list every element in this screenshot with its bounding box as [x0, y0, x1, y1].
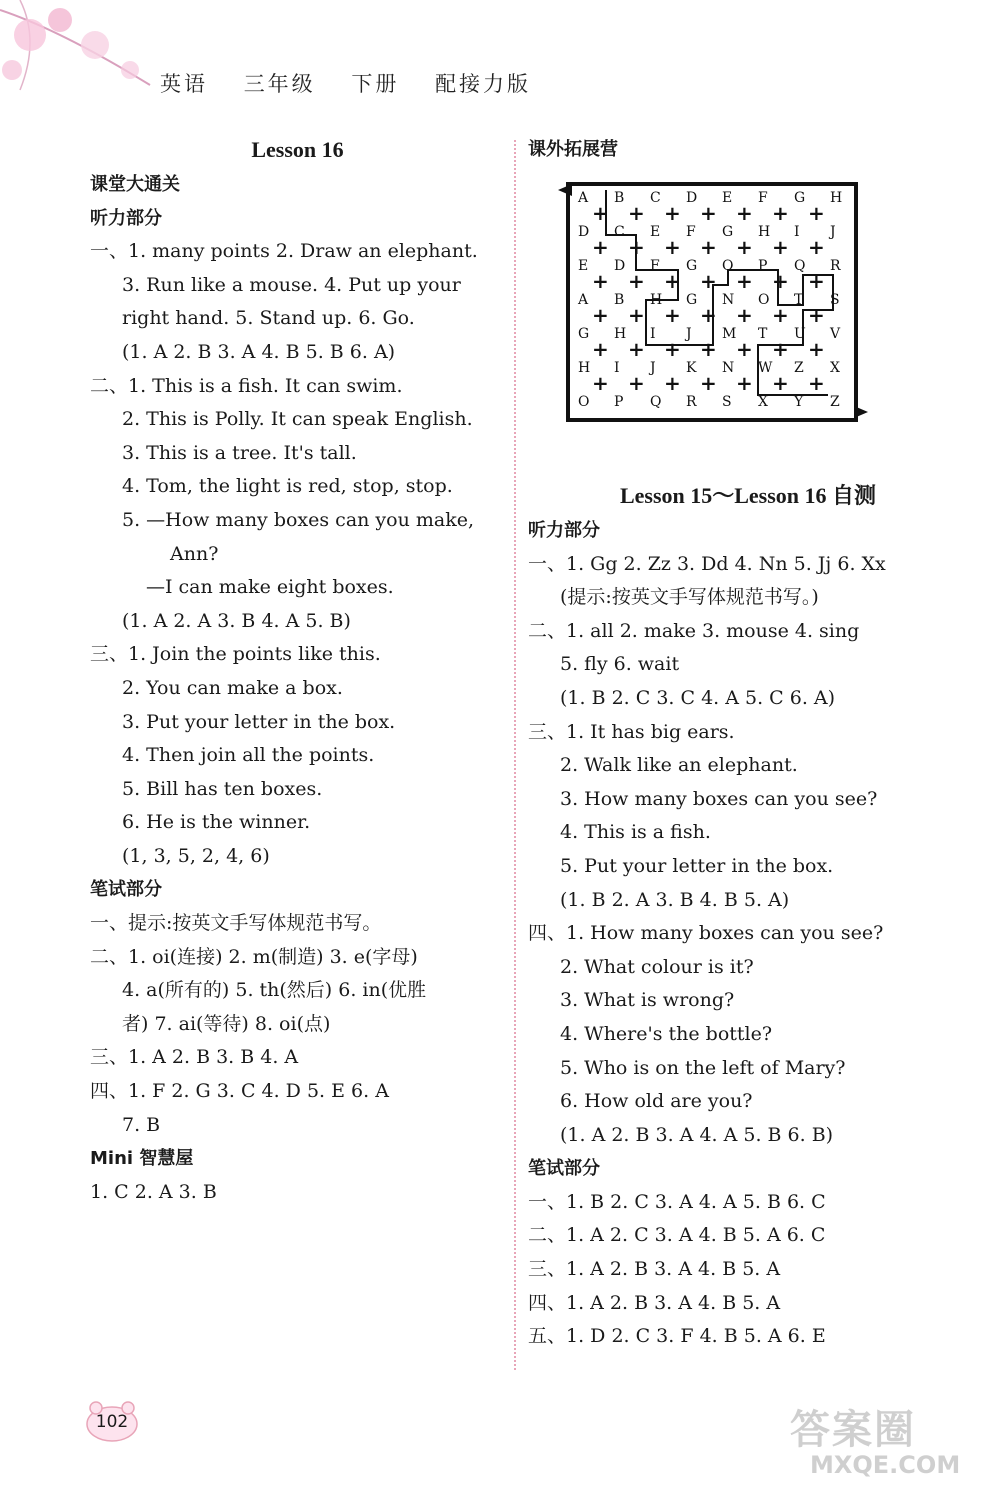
maze-letter: T: [758, 326, 768, 342]
answer-line: 五、1. D 2. C 3. F 4. B 5. A 6. E: [528, 1325, 826, 1348]
maze-plus-mark: +: [808, 269, 825, 293]
maze-letter: O: [758, 292, 770, 308]
maze-letter: D: [578, 224, 590, 240]
maze-letter: G: [722, 224, 734, 240]
maze-letter: X: [830, 360, 840, 376]
maze-letter: S: [722, 394, 732, 410]
maze-letter: R: [686, 394, 697, 410]
maze-plus-mark: +: [772, 235, 789, 259]
answer-line: 一、提示:按英文手写体规范书写。: [90, 912, 382, 935]
answer-line: 3. Run like a mouse. 4. Put up your: [122, 273, 461, 296]
maze-letter: P: [614, 394, 624, 410]
maze-plus-mark: +: [736, 201, 753, 225]
maze-letter: J: [830, 224, 836, 240]
answer-line: 2. This is Polly. It can speak English.: [122, 408, 473, 431]
answer-line: 5. Who is on the left of Mary?: [560, 1056, 846, 1079]
maze-letter: F: [758, 190, 768, 206]
answer-line: (1. A 2. B 3. A 4. A 5. B 6. B): [560, 1123, 834, 1146]
answer-line: (1. B 2. C 3. C 4. A 5. C 6. A): [560, 686, 836, 709]
answer-line: 5. Put your letter in the box.: [560, 854, 834, 877]
maze-plus-mark: +: [772, 269, 789, 293]
maze-plus-mark: +: [808, 235, 825, 259]
maze-plus-mark: +: [628, 201, 645, 225]
watermark-logo: [790, 1398, 990, 1488]
maze-letter: I: [794, 224, 800, 240]
section-heading: 听力部分: [90, 207, 162, 229]
answer-line: 4. Tom, the light is red, stop, stop.: [122, 475, 453, 498]
answer-line: 2. What colour is it?: [560, 955, 754, 978]
maze-plus-mark: +: [592, 337, 609, 361]
maze-plus-mark: +: [628, 337, 645, 361]
answer-line: Ann?: [170, 542, 219, 565]
answer-line: 二、1. A 2. C 3. A 4. B 5. A 6. C: [528, 1224, 826, 1247]
left-column: [90, 132, 505, 1209]
maze-letter: F: [686, 224, 696, 240]
answer-line: 3. How many boxes can you see?: [560, 787, 878, 810]
answer-line: 3. Put your letter in the box.: [122, 710, 396, 733]
maze-letter: B: [614, 292, 625, 308]
maze-letter: W: [758, 360, 773, 376]
maze-entry-arrow-icon: [558, 184, 572, 196]
maze-plus-mark: +: [664, 269, 681, 293]
answer-line: 6. He is the winner.: [122, 811, 311, 834]
maze-plus-mark: +: [700, 201, 717, 225]
maze-letter: D: [686, 190, 698, 206]
answer-line: (1. B 2. A 3. B 4. B 5. A): [560, 888, 790, 911]
maze-plus-mark: +: [628, 371, 645, 395]
maze-letter: Q: [794, 258, 806, 274]
maze-plus-mark: +: [808, 337, 825, 361]
maze-plus-mark: +: [592, 235, 609, 259]
answer-line: 5. —How many boxes can you make,: [122, 508, 475, 531]
right-answer-lines: [528, 514, 968, 1354]
maze-letter: K: [686, 360, 697, 376]
maze-plus-mark: +: [700, 337, 717, 361]
answer-line: 2. Walk like an elephant.: [560, 754, 798, 777]
maze-plus-mark: +: [664, 235, 681, 259]
letter-maze: [528, 174, 968, 464]
maze-letter: F: [650, 258, 660, 274]
answer-line: 3. This is a tree. It's tall.: [122, 441, 357, 464]
maze-grid: [558, 180, 878, 442]
maze-plus-mark: +: [700, 269, 717, 293]
answer-line: 4. Where's the bottle?: [560, 1022, 773, 1045]
answer-line: right hand. 5. Stand up. 6. Go.: [122, 307, 415, 330]
header-edition: 配接力版: [435, 72, 532, 96]
maze-letter: Q: [650, 394, 662, 410]
section-heading: 听力部分: [528, 520, 600, 541]
corner-flower-decoration: [0, 0, 170, 110]
maze-letter: H: [758, 224, 771, 240]
maze-letter: I: [614, 360, 620, 376]
maze-plus-mark: +: [808, 303, 825, 327]
section-heading: 课堂大通关: [90, 174, 180, 195]
maze-letter: G: [686, 292, 698, 308]
answer-line: 1. C 2. A 3. B: [90, 1180, 217, 1203]
answer-line: 三、1. A 2. B 3. A 4. B 5. A: [528, 1258, 781, 1281]
answer-line: 三、1. It has big ears.: [528, 720, 735, 743]
answer-line: 一、1. Gg 2. Zz 3. Dd 4. Nn 5. Jj 6. Xx: [528, 552, 886, 575]
maze-plus-mark: +: [700, 303, 717, 327]
section-heading: Mini 智慧屋: [90, 1148, 194, 1170]
maze-letter: N: [722, 360, 735, 376]
maze-letter: Z: [794, 360, 804, 376]
maze-letter: G: [794, 190, 806, 206]
answer-line: (提示:按英文手写体规范书写。): [560, 586, 819, 609]
answer-line: 5. Bill has ten boxes.: [122, 777, 323, 800]
maze-plus-mark: +: [772, 201, 789, 225]
maze-letter: H: [614, 326, 627, 342]
maze-letter: E: [578, 258, 589, 274]
section-heading: 笔试部分: [528, 1158, 600, 1180]
maze-letter: Z: [830, 394, 840, 410]
answer-line: 四、1. A 2. B 3. A 4. B 5. A: [528, 1291, 781, 1314]
maze-letter: B: [614, 190, 625, 206]
maze-plus-mark: +: [592, 303, 609, 327]
right-section-title: Lesson 15～Lesson 16 自测: [619, 483, 877, 508]
answer-line: —I can make eight boxes.: [146, 576, 394, 599]
answer-line: 4. This is a fish.: [560, 821, 711, 844]
answer-line: 3. What is wrong?: [560, 989, 735, 1012]
answer-line: 三、1. Join the points like this.: [90, 643, 381, 666]
header-volume: 下册: [351, 72, 400, 96]
maze-plus-mark: +: [628, 269, 645, 293]
maze-plus-mark: +: [736, 235, 753, 259]
answer-line: 者) 7. ai(等待) 8. oi(点): [122, 1012, 331, 1035]
page-number: 102: [95, 1412, 129, 1432]
maze-plus-mark: +: [736, 337, 753, 361]
maze-letter: E: [722, 190, 733, 206]
maze-plus-mark: +: [736, 371, 753, 395]
column-divider: [514, 140, 516, 1370]
answer-line: 二、1. all 2. make 3. mouse 4. sing: [528, 619, 860, 642]
maze-letter: P: [758, 258, 768, 274]
maze-letter: O: [722, 258, 734, 274]
answer-line: 二、1. oi(连接) 2. m(制造) 3. e(字母): [90, 945, 418, 968]
answer-line: (1, 3, 5, 2, 4, 6): [122, 844, 270, 867]
maze-letter: O: [578, 394, 590, 410]
maze-plus-mark: +: [700, 371, 717, 395]
maze-letter: I: [650, 326, 656, 342]
answer-line: 二、1. This is a fish. It can swim.: [90, 374, 403, 397]
header-grade: 三年级: [243, 72, 316, 96]
maze-plus-mark: +: [592, 201, 609, 225]
answer-line: 7. B: [122, 1113, 161, 1136]
answer-line: 四、1. F 2. G 3. C 4. D 5. E 6. A: [90, 1080, 389, 1103]
maze-plus-mark: +: [808, 371, 825, 395]
answer-line: 四、1. How many boxes can you see?: [528, 922, 884, 945]
maze-letter: C: [650, 190, 661, 206]
maze-letter: G: [686, 258, 698, 274]
maze-letter: H: [830, 190, 843, 206]
answer-line: 6. How old are you?: [560, 1090, 753, 1113]
maze-letter: D: [614, 258, 626, 274]
maze-letter: U: [794, 326, 806, 342]
answer-line: 5. fly 6. wait: [560, 653, 680, 676]
maze-plus-mark: +: [664, 201, 681, 225]
maze-heading: 课外拓展营: [528, 139, 618, 160]
answer-line: 4. Then join all the points.: [122, 744, 375, 767]
maze-plus-mark: +: [736, 303, 753, 327]
answer-line: 三、1. A 2. B 3. B 4. A: [90, 1046, 299, 1069]
maze-plus-mark: +: [628, 303, 645, 327]
watermark-url: MXQE.COM: [810, 1451, 961, 1479]
maze-plus-mark: +: [664, 337, 681, 361]
answer-line: 一、1. B 2. C 3. A 4. A 5. B 6. C: [528, 1190, 826, 1213]
maze-letter: X: [758, 394, 768, 410]
book-header: [160, 68, 557, 98]
answer-line: 2. You can make a box.: [122, 676, 343, 699]
maze-plus-mark: +: [628, 235, 645, 259]
maze-letter: J: [686, 326, 692, 342]
left-section-title: Lesson 16: [251, 137, 344, 162]
maze-letter: V: [830, 326, 841, 342]
maze-letter: S: [830, 292, 840, 308]
right-column: [528, 132, 968, 1354]
maze-letter: A: [578, 292, 589, 308]
maze-plus-mark: +: [592, 371, 609, 395]
maze-letter: M: [722, 326, 737, 342]
maze-plus-mark: +: [808, 201, 825, 225]
left-answer-lines: [90, 168, 505, 1209]
maze-letter: J: [650, 360, 656, 376]
maze-letter: H: [578, 360, 591, 376]
maze-letter: A: [578, 190, 589, 206]
answer-line: (1. A 2. B 3. A 4. B 5. B 6. A): [122, 340, 396, 363]
maze-plus-mark: +: [736, 269, 753, 293]
maze-letter: N: [722, 292, 735, 308]
maze-letter: R: [830, 258, 841, 274]
watermark-text: 答案圈: [790, 1407, 916, 1453]
maze-letter: H: [650, 292, 663, 308]
section-heading: 笔试部分: [90, 879, 162, 901]
maze-plus-mark: +: [664, 303, 681, 327]
maze-letter: T: [794, 292, 804, 308]
maze-letter: G: [578, 326, 590, 342]
answer-line: (1. A 2. A 3. B 4. A 5. B): [122, 609, 351, 632]
maze-plus-mark: +: [700, 235, 717, 259]
maze-plus-mark: +: [772, 303, 789, 327]
answer-line: 一、1. many points 2. Draw an elephant.: [90, 240, 478, 263]
maze-letter: Y: [794, 394, 804, 410]
header-subject: 英语: [160, 72, 208, 96]
maze-plus-mark: +: [664, 371, 681, 395]
maze-plus-mark: +: [772, 371, 789, 395]
maze-letter: C: [614, 224, 625, 240]
answer-line: 4. a(所有的) 5. th(然后) 6. in(优胜: [122, 979, 427, 1002]
maze-exit-arrow-icon: [854, 406, 868, 418]
maze-plus-mark: +: [772, 337, 789, 361]
maze-letter: E: [650, 224, 661, 240]
maze-plus-mark: +: [592, 269, 609, 293]
